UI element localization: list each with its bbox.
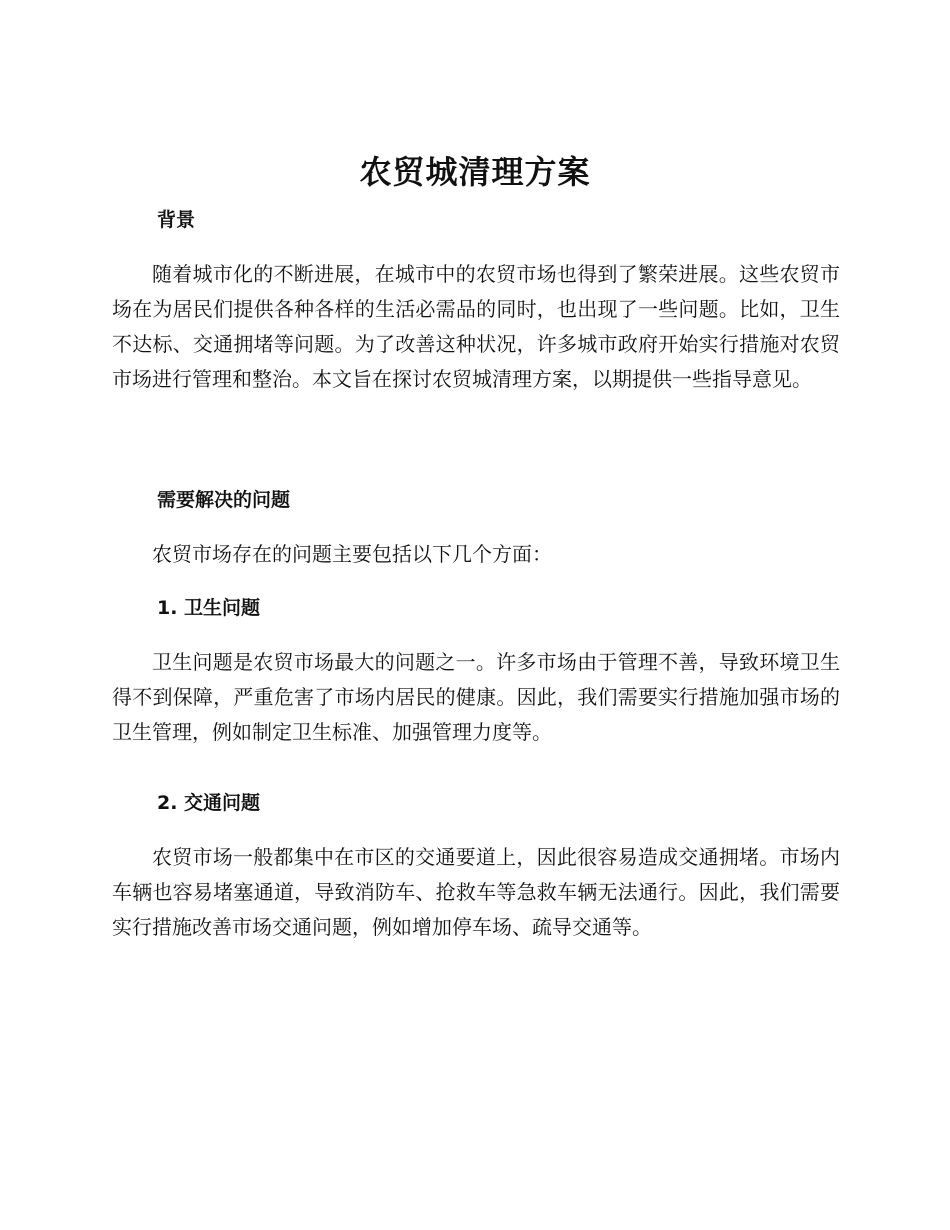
document-title: 农贸城清理方案 — [359, 153, 591, 191]
paragraph-background: 随着城市化的不断进展，在城市中的农贸市场也得到了繁荣进展。这些农贸市场在为居民们提供各种各样的生活必需品的同时，也出现了一些问题。比如，卫生不达标、交通拥堵等问题。为了改善这种状况，许多城市政府开始实行措施对农贸市场进行管理和整治。本文旨在探讨农贸城清理方案，以期提供一些指导意见。 — [112, 262, 840, 391]
paragraph-hygiene: 卫生问题是农贸市场最大的问题之一。许多市场由于管理不善，导致环境卫生得不到保障，严重危害了市场内居民的健康。因此，我们需要实行措施加强市场的卫生管理，例如制定卫生标准、加强管理力度等。 — [112, 650, 840, 744]
section-heading-problems: 需要解决的问题 — [157, 489, 291, 511]
section-heading-traffic: 2. 交通问题 — [157, 792, 261, 814]
paragraph-problems-intro: 农贸市场存在的问题主要包括以下几个方面： — [152, 542, 552, 566]
section-heading-background: 背景 — [157, 209, 196, 231]
section-heading-hygiene: 1. 卫生问题 — [157, 597, 261, 619]
paragraph-traffic: 农贸市场一般都集中在市区的交通要道上，因此很容易造成交通拥堵。市场内车辆也容易堵塞通道，导致消防车、抢救车等急救车辆无法通行。因此，我们需要实行措施改善市场交通问题，例如增加停车场、疏导交通等。 — [112, 845, 840, 939]
